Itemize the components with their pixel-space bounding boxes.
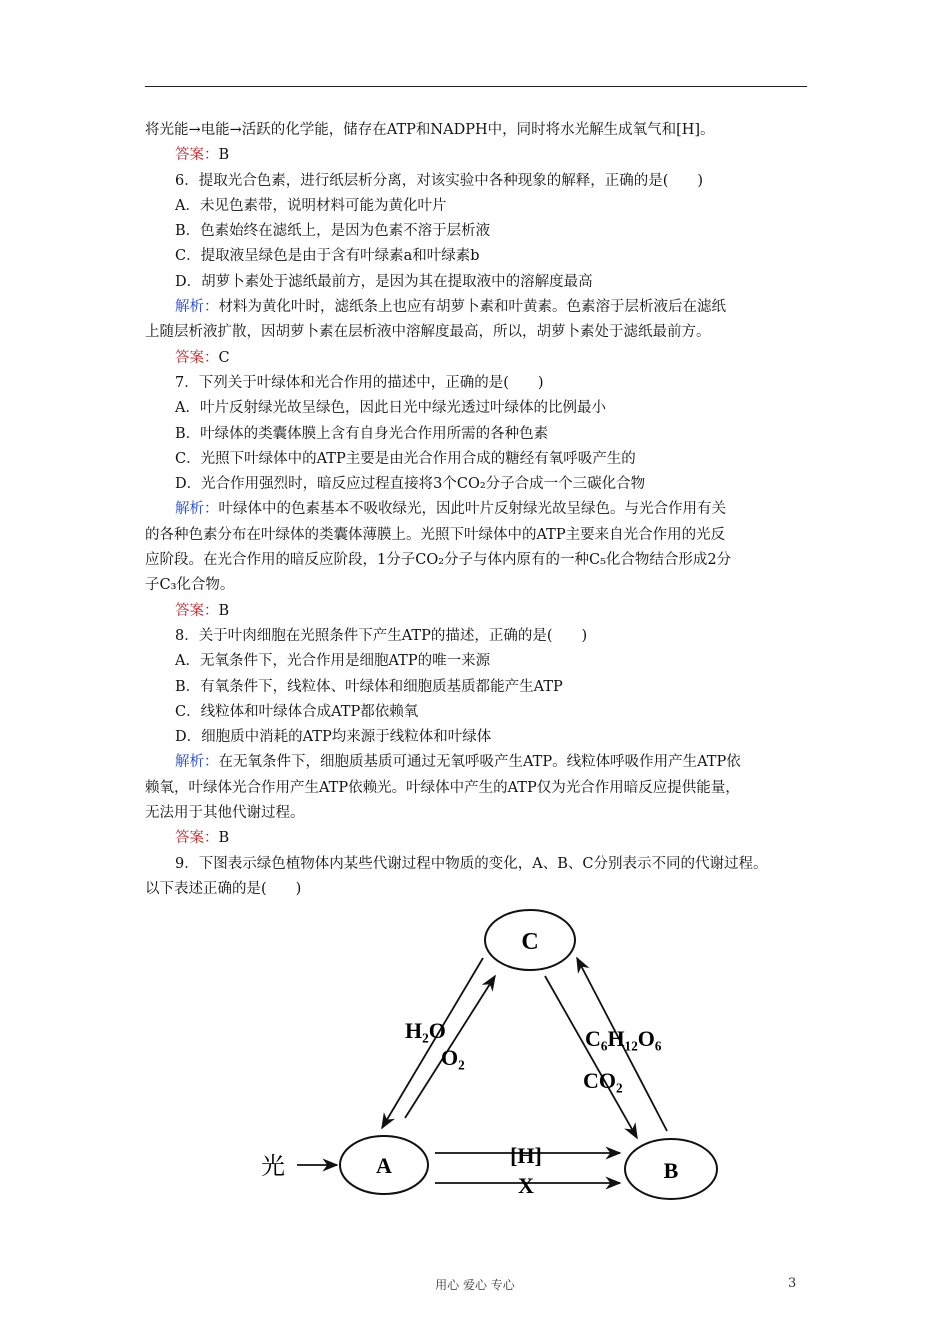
text-line bbox=[145, 649, 809, 674]
document-body bbox=[145, 118, 809, 902]
line-text: C bbox=[218, 349, 230, 366]
text-line bbox=[145, 194, 809, 219]
line-text: 上随层析液扩散，因胡萝卜素在层析液中溶解度最高，所以，胡萝卜素处于滤纸最前方。 bbox=[145, 324, 711, 341]
line-text: 材料为黄化叶时，滤纸条上也应有胡萝卜素和叶黄素。色素溶于层析液后在滤纸 bbox=[218, 299, 726, 316]
text-line bbox=[145, 497, 809, 522]
line-text: B．叶绿体的类囊体膜上含有自身光合作用所需的各种色素 bbox=[175, 425, 549, 442]
line-text: 无法用于其他代谢过程。 bbox=[145, 805, 305, 822]
line-text: 9．下图表示绿色植物体内某些代谢过程中物质的变化，A、B、C分别表示不同的代谢过程。 bbox=[175, 855, 768, 872]
line-text: D．胡萝卜素处于滤纸最前方，是因为其在提取液中的溶解度最高 bbox=[175, 273, 593, 290]
line-text: A．未见色素带，说明材料可能为黄化叶片 bbox=[175, 197, 447, 214]
text-line bbox=[145, 548, 809, 573]
node-b-label: B bbox=[663, 1158, 679, 1183]
answer-label: 答案： bbox=[175, 830, 219, 847]
arrow-c-to-a bbox=[382, 958, 483, 1128]
text-line bbox=[145, 169, 809, 194]
line-text: A．无氧条件下，光合作用是细胞ATP的唯一来源 bbox=[175, 653, 491, 670]
line-text: 8．关于叶肉细胞在光照条件下产生ATP的描述，正确的是( ) bbox=[175, 627, 588, 644]
light-label: 光 bbox=[261, 1152, 285, 1180]
text-line bbox=[145, 700, 809, 725]
line-text: C．线粒体和叶绿体合成ATP都依赖氧 bbox=[175, 703, 419, 720]
text-line bbox=[145, 118, 809, 143]
line-text: 将光能→电能→活跃的化学能，储存在ATP和NADPH中，同时将水光解生成氧气和[H]。 bbox=[145, 122, 715, 138]
h2o-label: H₂O bbox=[405, 1018, 446, 1043]
line-text: 赖氧，叶绿体光合作用产生ATP依赖光。叶绿体中产生的ATP仅为光合作用暗反应提供能量， bbox=[145, 779, 740, 796]
line-text: A．叶片反射绿光故呈绿色，因此日光中绿光透过叶绿体的比例最小 bbox=[175, 400, 606, 417]
line-text: 7．下列关于叶绿体和光合作用的描述中，正确的是( ) bbox=[175, 374, 544, 391]
text-line bbox=[145, 776, 809, 801]
line-text: C．光照下叶绿体中的ATP主要是由光合作用合成的糖经有氧呼吸产生的 bbox=[175, 450, 636, 467]
analysis-label: 解析： bbox=[175, 754, 219, 771]
line-text: B bbox=[218, 147, 230, 164]
text-line bbox=[145, 447, 809, 472]
metabolism-diagram bbox=[255, 903, 735, 1213]
text-line bbox=[145, 725, 809, 750]
text-line bbox=[145, 295, 809, 320]
text-line bbox=[145, 244, 809, 269]
line-text: B bbox=[218, 830, 230, 847]
line-text: 在无氧条件下，细胞质基质可通过无氧呼吸产生ATP。线粒体呼吸作用产生ATP依 bbox=[218, 754, 741, 771]
line-text: B．色素始终在滤纸上，是因为色素不溶于层析液 bbox=[175, 223, 491, 240]
o2-label: O₂ bbox=[441, 1045, 465, 1070]
text-line bbox=[145, 877, 809, 902]
text-line bbox=[145, 371, 809, 396]
line-text: C．提取液呈绿色是由于含有叶绿素a和叶绿素b bbox=[175, 248, 480, 265]
line-text: 应阶段。在光合作用的暗反应阶段，1分子CO₂分子与体内原有的一种C₅化合物结合形成2分 bbox=[145, 552, 732, 569]
answer-label: 答案： bbox=[175, 349, 219, 366]
line-text: 6．提取光合色素，进行纸层析分离，对该实验中各种现象的解释，正确的是( ) bbox=[175, 172, 704, 189]
analysis-label: 解析： bbox=[175, 501, 219, 518]
text-line bbox=[145, 346, 809, 371]
line-text: B bbox=[218, 602, 230, 619]
text-line bbox=[145, 523, 809, 548]
node-a-label: A bbox=[376, 1153, 392, 1178]
line-text: 的各种色素分布在叶绿体的类囊体薄膜上。光照下叶绿体中的ATP主要来自光合作用的光反 bbox=[145, 526, 726, 543]
text-line bbox=[145, 320, 809, 345]
answer-label: 答案： bbox=[175, 602, 219, 619]
arrow-c-to-b bbox=[545, 976, 637, 1138]
text-line bbox=[145, 396, 809, 421]
line-text: D．细胞质中消耗的ATP均来源于线粒体和叶绿体 bbox=[175, 729, 492, 746]
co2-label: CO₂ bbox=[583, 1068, 623, 1093]
text-line bbox=[145, 143, 809, 168]
glucose-label: C₆H₁₂O₆ bbox=[585, 1026, 662, 1051]
line-text: 叶绿体中的色素基本不吸收绿光，因此叶片反射绿光故呈绿色。与光合作用有关 bbox=[218, 501, 726, 518]
page-footer: 用心 爱心 专心 bbox=[435, 1278, 515, 1292]
answer-label: 答案： bbox=[175, 147, 219, 164]
line-text: D．光合作用强烈时，暗反应过程直接将3个CO₂分子合成一个三碳化合物 bbox=[175, 476, 646, 493]
text-line bbox=[145, 624, 809, 649]
line-text: 以下表述正确的是( ) bbox=[145, 880, 302, 897]
text-line bbox=[145, 422, 809, 447]
text-line bbox=[145, 599, 809, 624]
text-line bbox=[145, 852, 809, 877]
page-number: 3 bbox=[788, 1276, 797, 1291]
text-line bbox=[145, 675, 809, 700]
text-line bbox=[145, 750, 809, 775]
text-line bbox=[145, 826, 809, 851]
x-label: X bbox=[518, 1173, 534, 1198]
text-line bbox=[145, 219, 809, 244]
text-line bbox=[145, 270, 809, 295]
text-line bbox=[145, 573, 809, 598]
line-text: B．有氧条件下，线粒体、叶绿体和细胞质基质都能产生ATP bbox=[175, 678, 563, 695]
node-c-label: C bbox=[521, 929, 539, 955]
header-rule bbox=[145, 86, 807, 87]
h-label: [H] bbox=[510, 1143, 542, 1168]
text-line bbox=[145, 801, 809, 826]
text-line bbox=[145, 472, 809, 497]
line-text: 子C₃化合物。 bbox=[145, 577, 235, 594]
analysis-label: 解析： bbox=[175, 299, 219, 316]
